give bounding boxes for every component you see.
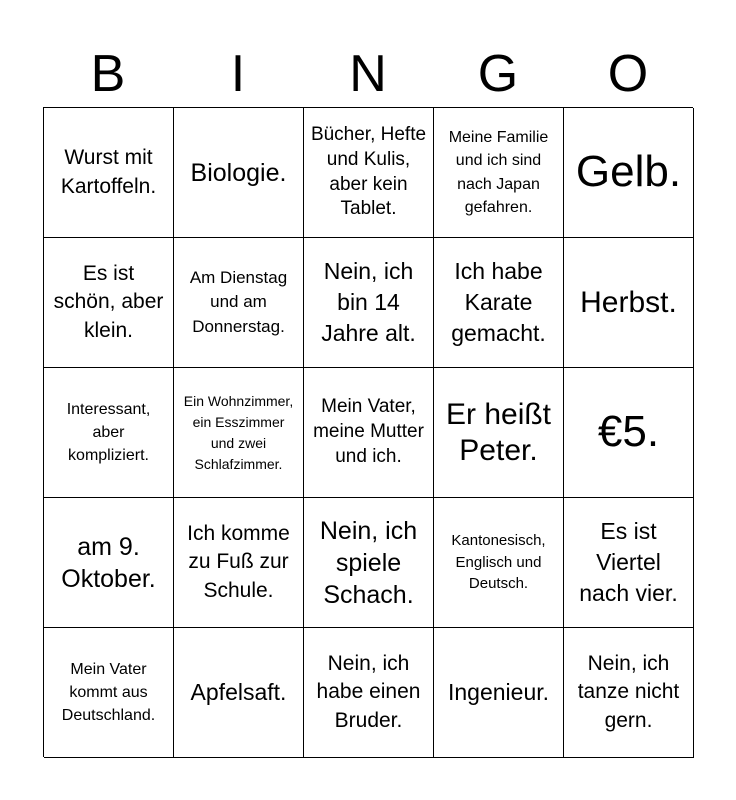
cell-text: Wurst mit Kartoffeln.	[60, 146, 157, 198]
cell-text: Ein Wohnzimmer, ein Esszimmer und zwei Schlafzimmer.	[183, 392, 294, 472]
bingo-cell[interactable]	[434, 368, 564, 498]
bingo-cell[interactable]	[44, 108, 174, 238]
bingo-cell[interactable]	[304, 498, 434, 628]
cell-text: Mein Vater kommt aus Deutschland.	[61, 660, 156, 725]
bingo-cell[interactable]	[434, 498, 564, 628]
cell-text: Am Dienstag und am Donnerstag.	[189, 267, 288, 336]
cell-text: Meine Familie und ich sind nach Japan gefahren.	[448, 129, 549, 216]
cell-text: Apfelsaft.	[190, 678, 287, 705]
bingo-cell[interactable]	[304, 108, 434, 238]
cell-text: €5.	[597, 407, 660, 457]
bingo-cell[interactable]	[304, 628, 434, 758]
bingo-cell[interactable]	[174, 628, 304, 758]
cell-text: Herbst.	[580, 285, 677, 319]
cell-text: Biologie.	[190, 158, 287, 187]
header-letter-b: B	[90, 45, 126, 103]
bingo-grid	[43, 107, 693, 757]
cell-text: Nein, ich habe einen Bruder.	[316, 651, 421, 732]
cell-text: Nein, ich tanze nicht gern.	[577, 651, 680, 732]
cell-text: Mein Vater, meine Mutter und ich.	[313, 396, 424, 467]
header-letter-n: N	[349, 45, 387, 103]
cell-text: Gelb.	[575, 147, 682, 197]
cell-text: Interessant, aber kompliziert.	[66, 400, 151, 465]
bingo-cell[interactable]	[564, 368, 694, 498]
header-letter-i: I	[230, 45, 246, 103]
cell-text: Kantonesisch, Englisch und Deutsch.	[451, 531, 546, 593]
bingo-cell[interactable]	[564, 628, 694, 758]
cell-text: Ingenieur.	[447, 678, 550, 705]
cell-text: Es ist Viertel nach vier.	[579, 517, 678, 607]
header-letter-o: O	[607, 45, 649, 103]
bingo-cell[interactable]	[174, 368, 304, 498]
cell-text: Es ist schön, aber klein.	[53, 261, 164, 342]
bingo-cell[interactable]	[44, 628, 174, 758]
cell-text: Ich komme zu Fuß zur Schule.	[187, 521, 290, 602]
bingo-cell[interactable]	[434, 628, 564, 758]
bingo-cell[interactable]	[304, 238, 434, 368]
bingo-cell[interactable]	[174, 498, 304, 628]
bingo-cell[interactable]	[44, 238, 174, 368]
bingo-cell[interactable]	[564, 238, 694, 368]
bingo-header	[43, 40, 693, 108]
bingo-cell[interactable]	[174, 108, 304, 238]
bingo-cell[interactable]	[564, 498, 694, 628]
bingo-cell[interactable]	[174, 238, 304, 368]
bingo-cell[interactable]	[434, 238, 564, 368]
cell-text: Nein, ich spiele Schach.	[319, 516, 418, 609]
bingo-cell[interactable]	[44, 368, 174, 498]
cell-text: am 9. Oktober.	[61, 532, 156, 593]
bingo-cell[interactable]	[304, 368, 434, 498]
cell-text: Nein, ich bin 14 Jahre alt.	[321, 257, 416, 347]
cell-text: Er heißt Peter.	[445, 397, 552, 467]
cell-text: Ich habe Karate gemacht.	[451, 257, 546, 347]
bingo-cell[interactable]	[564, 108, 694, 238]
bingo-cell[interactable]	[44, 498, 174, 628]
bingo-cell[interactable]	[434, 108, 564, 238]
cell-text: Bücher, Hefte und Kulis, aber kein Tablet.	[310, 124, 427, 220]
header-letter-g: G	[477, 45, 519, 103]
